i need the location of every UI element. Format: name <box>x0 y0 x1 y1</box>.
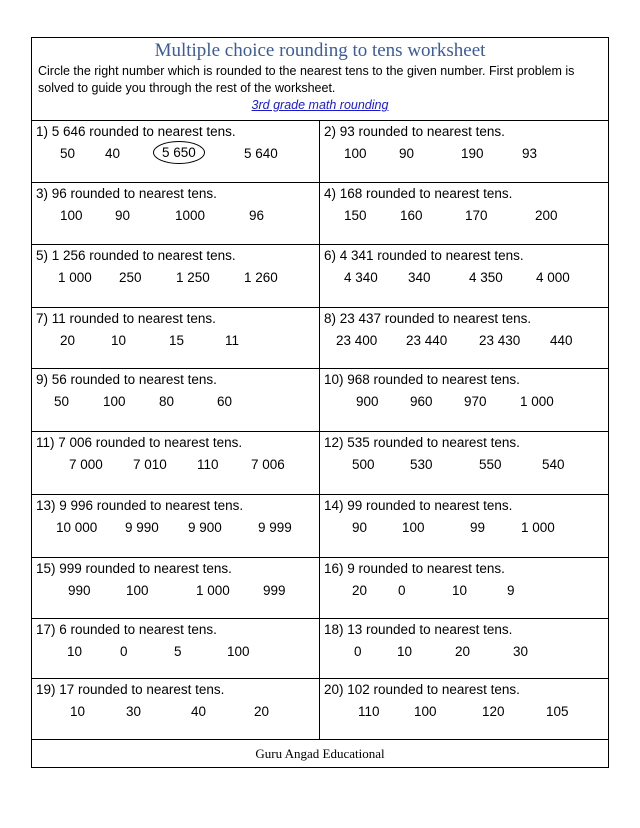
answer-option[interactable]: 15 <box>169 333 185 348</box>
problem-question: 3) 96 rounded to nearest tens. <box>36 186 217 201</box>
answer-option[interactable]: 20 <box>455 644 471 659</box>
answer-option[interactable]: 30 <box>513 644 529 659</box>
problem-cell <box>320 369 608 431</box>
answer-option[interactable]: 4 350 <box>469 270 503 285</box>
answer-options <box>324 515 604 541</box>
problem-question: 4) 168 rounded to nearest tens. <box>324 186 513 201</box>
worksheet-header <box>32 38 608 121</box>
answer-option[interactable]: 5 <box>174 644 182 659</box>
answer-option[interactable]: 160 <box>400 208 423 223</box>
answer-option[interactable]: 4 340 <box>344 270 378 285</box>
answer-options <box>36 578 315 604</box>
answer-option[interactable]: 11 <box>225 333 240 348</box>
problem-question: 9) 56 rounded to nearest tens. <box>36 372 217 387</box>
answer-option[interactable]: 110 <box>358 704 380 719</box>
problem-row <box>32 558 608 619</box>
answer-options <box>36 328 315 354</box>
problem-cell <box>32 245 320 307</box>
answer-option[interactable]: 500 <box>352 457 375 472</box>
problem-row <box>32 619 608 679</box>
problem-question: 14) 99 rounded to nearest tens. <box>324 498 513 513</box>
answer-options <box>324 141 604 167</box>
problem-cell <box>320 245 608 307</box>
answer-option[interactable]: 900 <box>356 394 379 409</box>
answer-option[interactable]: 90 <box>399 146 415 161</box>
problem-question: 10) 968 rounded to nearest tens. <box>324 372 520 387</box>
answer-option[interactable]: 93 <box>522 146 538 161</box>
answer-option[interactable]: 200 <box>535 208 558 223</box>
answer-option[interactable]: 7 000 <box>69 457 103 472</box>
answer-option[interactable]: 100 <box>126 583 149 598</box>
problem-cell <box>320 495 608 557</box>
answer-options <box>324 328 604 354</box>
answer-option[interactable]: 10 000 <box>56 520 98 535</box>
problem-question: 20) 102 rounded to nearest tens. <box>324 682 520 697</box>
problem-cell <box>32 369 320 431</box>
answer-options <box>36 452 315 478</box>
answer-options <box>36 639 315 665</box>
answer-option[interactable]: 100 <box>344 146 367 161</box>
worksheet <box>31 37 609 768</box>
answer-option[interactable]: 1 000 <box>196 583 230 598</box>
answer-option[interactable]: 9 900 <box>188 520 222 535</box>
answer-option[interactable]: 100 <box>414 704 437 719</box>
answer-option[interactable]: 7 006 <box>251 457 285 472</box>
circled-answer-option[interactable]: 5 650 <box>153 141 205 164</box>
problem-cell <box>32 183 320 244</box>
problem-cell <box>32 308 320 368</box>
answer-option[interactable]: 20 <box>60 333 76 348</box>
problem-cell <box>320 679 608 739</box>
problem-row <box>32 245 608 308</box>
answer-option[interactable]: 120 <box>482 704 505 719</box>
answer-option[interactable]: 40 <box>191 704 207 719</box>
worksheet-title: Multiple choice rounding to tens worksheet <box>154 40 486 61</box>
answer-option[interactable]: 9 <box>507 583 515 598</box>
answer-option[interactable]: 110 <box>197 457 219 472</box>
problem-row <box>32 308 608 369</box>
answer-option[interactable]: 100 <box>402 520 425 535</box>
answer-option[interactable]: 960 <box>410 394 433 409</box>
answer-options <box>324 452 604 478</box>
problem-question: 2) 93 rounded to nearest tens. <box>324 124 505 139</box>
problem-question: 16) 9 rounded to nearest tens. <box>324 561 505 576</box>
answer-options <box>324 639 604 665</box>
problem-cell <box>320 619 608 678</box>
answer-option[interactable]: 9 999 <box>258 520 292 535</box>
problem-cell <box>32 432 320 494</box>
answer-option[interactable]: 990 <box>68 583 91 598</box>
answer-option[interactable]: 99 <box>470 520 486 535</box>
answer-option[interactable]: 340 <box>408 270 431 285</box>
answer-option[interactable]: 40 <box>105 146 121 161</box>
answer-options <box>324 699 604 725</box>
problem-row <box>32 495 608 558</box>
problem-row <box>32 121 608 183</box>
answer-option[interactable]: 80 <box>159 394 175 409</box>
problem-cell <box>32 679 320 739</box>
problem-question: 12) 535 rounded to nearest tens. <box>324 435 520 450</box>
answer-option[interactable]: 0 <box>120 644 128 659</box>
answer-option[interactable]: 4 000 <box>536 270 570 285</box>
answer-option[interactable]: 23 400 <box>336 333 378 348</box>
problem-question: 8) 23 437 rounded to nearest tens. <box>324 311 532 326</box>
answer-option[interactable]: 7 010 <box>133 457 167 472</box>
answer-options <box>36 389 315 415</box>
answer-option[interactable]: 1 000 <box>58 270 92 285</box>
problem-question: 18) 13 rounded to nearest tens. <box>324 622 513 637</box>
answer-option[interactable]: 440 <box>550 333 573 348</box>
answer-option[interactable]: 5 640 <box>244 146 278 161</box>
problem-question: 13) 9 996 rounded to nearest tens. <box>36 498 244 513</box>
instructions: Circle the right number which is rounded to the nearest tens to the given number. First problem is solved to guide you through the rest of the worksheet. <box>38 64 575 95</box>
answer-options <box>36 699 315 725</box>
answer-option[interactable]: 30 <box>126 704 142 719</box>
answer-option[interactable]: 50 <box>60 146 76 161</box>
answer-option[interactable]: 190 <box>461 146 484 161</box>
answer-options <box>36 203 315 229</box>
problem-cell <box>320 308 608 368</box>
answer-option[interactable]: 10 <box>70 704 86 719</box>
answer-option[interactable]: 1 000 <box>520 394 554 409</box>
answer-option[interactable]: 23 430 <box>479 333 521 348</box>
answer-option[interactable]: 1 260 <box>244 270 278 285</box>
answer-option[interactable]: 170 <box>465 208 488 223</box>
answer-option[interactable]: 9 990 <box>125 520 159 535</box>
problem-cell <box>32 495 320 557</box>
answer-option[interactable]: 50 <box>54 394 70 409</box>
answer-option[interactable]: 10 <box>67 644 83 659</box>
answer-options <box>324 578 604 604</box>
answer-option[interactable]: 999 <box>263 583 286 598</box>
answer-option[interactable]: 1 250 <box>176 270 210 285</box>
answer-options <box>36 515 315 541</box>
problem-row <box>32 679 608 740</box>
grade-link[interactable]: 3rd grade math rounding <box>251 98 389 112</box>
answer-options <box>36 141 315 167</box>
problem-cell <box>320 183 608 244</box>
answer-options <box>36 265 315 291</box>
problem-question: 19) 17 rounded to nearest tens. <box>36 682 225 697</box>
problem-cell <box>32 619 320 678</box>
answer-option[interactable]: 100 <box>227 644 250 659</box>
answer-options <box>324 203 604 229</box>
problem-row <box>32 369 608 432</box>
problem-cell <box>32 121 320 182</box>
answer-option[interactable]: 20 <box>254 704 270 719</box>
answer-option[interactable]: 90 <box>115 208 131 223</box>
problem-question: 5) 1 256 rounded to nearest tens. <box>36 248 236 263</box>
problem-question: 6) 4 341 rounded to nearest tens. <box>324 248 524 263</box>
answer-option[interactable]: 0 <box>354 644 362 659</box>
answer-option[interactable]: 105 <box>546 704 569 719</box>
answer-option[interactable]: 1 000 <box>521 520 555 535</box>
answer-option[interactable]: 10 <box>397 644 413 659</box>
problem-question: 15) 999 rounded to nearest tens. <box>36 561 232 576</box>
problem-cell <box>320 121 608 182</box>
answer-option[interactable]: 100 <box>103 394 126 409</box>
answer-options <box>324 389 604 415</box>
answer-option[interactable]: 150 <box>344 208 367 223</box>
problem-cell <box>32 558 320 618</box>
problem-question: 11) 7 006 rounded to nearest tens. <box>36 435 243 450</box>
answer-option[interactable]: 20 <box>352 583 368 598</box>
problem-question: 17) 6 rounded to nearest tens. <box>36 622 217 637</box>
problem-question: 1) 5 646 rounded to nearest tens. <box>36 124 236 139</box>
problem-cell <box>320 558 608 618</box>
answer-option[interactable]: 0 <box>398 583 406 598</box>
problem-grid <box>32 121 608 740</box>
answer-option[interactable]: 23 440 <box>406 333 448 348</box>
answer-option[interactable]: 60 <box>217 394 233 409</box>
answer-option[interactable]: 10 <box>111 333 127 348</box>
problem-row <box>32 432 608 495</box>
answer-options <box>324 265 604 291</box>
answer-option[interactable]: 10 <box>452 583 468 598</box>
answer-option[interactable]: 540 <box>542 457 565 472</box>
answer-option[interactable]: 550 <box>479 457 502 472</box>
footer-credit: Guru Angad Educational <box>255 745 385 761</box>
answer-option[interactable]: 96 <box>249 208 265 223</box>
problem-row <box>32 183 608 245</box>
answer-option[interactable]: 970 <box>464 394 487 409</box>
answer-option[interactable]: 530 <box>410 457 433 472</box>
answer-option[interactable]: 90 <box>352 520 368 535</box>
answer-option[interactable]: 250 <box>119 270 142 285</box>
answer-option[interactable]: 1000 <box>175 208 206 223</box>
problem-cell <box>320 432 608 494</box>
answer-option[interactable]: 100 <box>60 208 83 223</box>
problem-question: 7) 11 rounded to nearest tens. <box>36 311 216 326</box>
